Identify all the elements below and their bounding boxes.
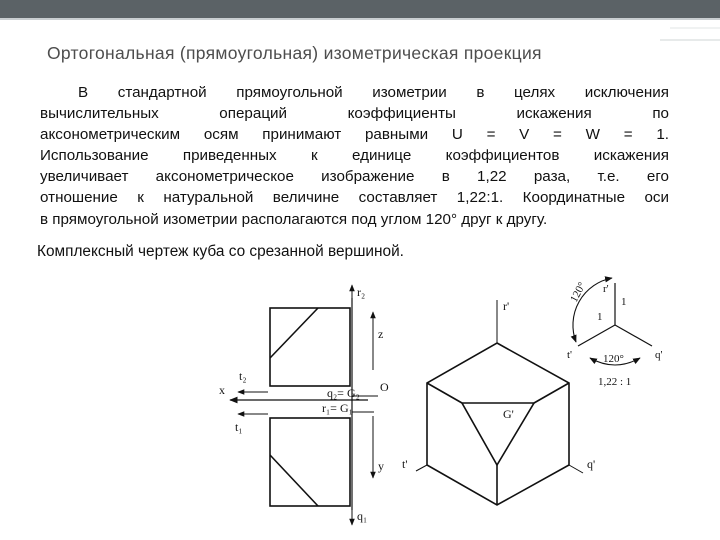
orthographic-labels [219, 285, 389, 523]
cut-triangle [462, 403, 534, 465]
slide-title: Ортогональная (прямоугольная) изометрическая проекция [47, 43, 542, 63]
label-x: x [219, 383, 225, 397]
front-view-cut-line [270, 455, 318, 506]
label-O: O [380, 380, 389, 394]
front-view-square [270, 418, 350, 506]
label-scale: 1,22 : 1 [598, 376, 632, 388]
t-axis-line [416, 465, 427, 471]
figure-caption: Комплексный чертеж куба со срезанной вершиной. [37, 243, 404, 260]
label-q2-g2: q₂= G₂ [327, 386, 360, 400]
label-schematic-q: q' [655, 349, 663, 361]
label-r2: r₂ [357, 285, 366, 299]
label-z: z [378, 327, 384, 341]
paragraph-line: В стандартной прямоугольной изометрии в целях исключения [78, 84, 669, 101]
label-one-left: 1 [597, 311, 603, 323]
cube-front-edge-left [427, 383, 462, 403]
label-t1: t₁ [235, 420, 243, 434]
paragraph-line: в прямоугольной изометрии располагаются под углом 120° друг к другу. [40, 210, 548, 228]
schematic-t-axis [578, 325, 615, 346]
label-schematic-t: t' [567, 349, 573, 361]
cube-hexagon-outline [427, 343, 569, 505]
q-axis-line [569, 465, 583, 473]
orthographic-views [230, 285, 378, 525]
label-r1-g1: r₁= G₁ [322, 401, 353, 415]
paragraph-line: отношение к натуральной величине составляет 1,22:1. Координатные оси [40, 189, 669, 207]
label-angle-left: 120° [568, 280, 589, 305]
label-r-prime: r' [503, 299, 510, 313]
label-t-prime: t' [402, 457, 408, 471]
isometric-cube [416, 300, 583, 505]
paragraph-line: увеличивает аксонометрическое изображение в 1,22 раза, т.е. его [40, 168, 669, 186]
label-t2: t₂ [239, 369, 247, 383]
paragraph-line: Использование приведенных к единице коэффициентов искажения [40, 147, 669, 165]
schematic-q-axis [615, 325, 652, 346]
label-one-right: 1 [621, 296, 627, 308]
paragraph-line: аксонометрическим осям принимают равными U = V = W = 1. [40, 126, 669, 144]
label-schematic-r: r' [603, 283, 609, 295]
label-y: y [378, 459, 384, 473]
cube-front-edge-right [534, 383, 569, 403]
paragraph-line: вычислительных операций коэффициенты искажения по [40, 105, 669, 123]
top-view-cut-line [270, 308, 318, 358]
label-angle-bottom: 120° [603, 353, 624, 365]
label-g-prime: G' [503, 407, 514, 421]
label-q-prime: q' [587, 457, 596, 471]
top-view-square [270, 308, 350, 386]
label-q1: q₁ [357, 509, 368, 523]
